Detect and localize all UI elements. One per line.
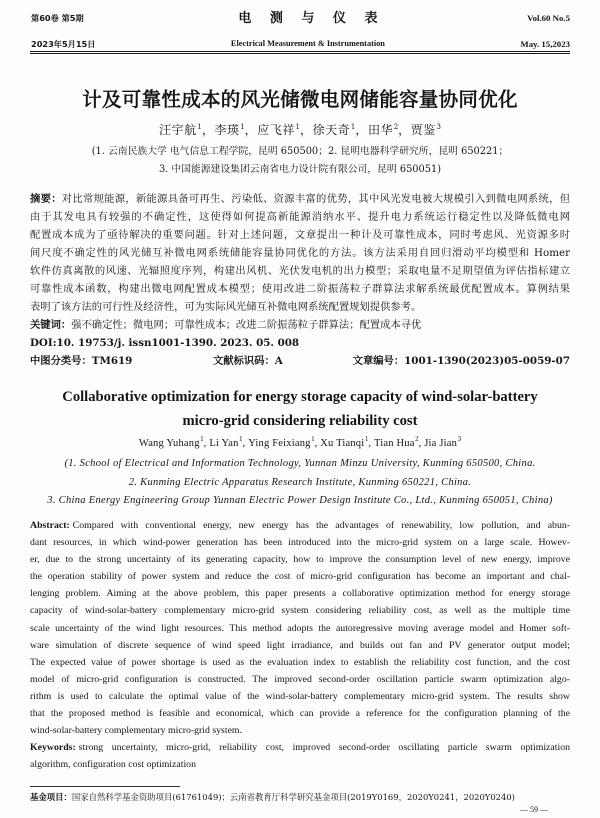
author-separator: , bbox=[418, 438, 425, 449]
affiliation-marker: 2 bbox=[415, 435, 419, 443]
affiliations-cn bbox=[30, 143, 570, 179]
affiliation-marker: 1 bbox=[295, 123, 300, 131]
keywords-en-line bbox=[30, 739, 570, 756]
abstract-en-line: er, due to the strong uncertainty of its generating capacity, how to improve the consumption level of new energy, improve bbox=[30, 554, 570, 566]
abstract-en-line: model of micro-grid configuration is constructed. The improved second-order oscillation particle swarm optimization algo- bbox=[30, 673, 570, 685]
abstract-cn bbox=[30, 190, 570, 370]
abstract-en-line bbox=[30, 517, 570, 534]
affiliation-marker: 1 bbox=[350, 123, 356, 131]
funding-text: 国家自然科学基金资助项目(61761049)；云南省教育厅科学研究基金项目(2019Y0169，2020Y0241，2020Y0240) bbox=[71, 792, 515, 802]
affiliation-line-en: 2. Kunming Electric Apparatus Research Institute, Kunming 650221, China. bbox=[128, 476, 472, 488]
abstract-cn-label: 摘要： bbox=[30, 193, 62, 205]
keywords-cn-text: 强不确定性；微电网；可靠性成本；改进二阶振荡粒子群算法；配置成本寻优 bbox=[71, 319, 422, 331]
abstract-cn-text: 对比常规能源，新能源具备可再生、污染低、资源丰富的优势，其中风光发电被大规模引入到微电网系统，但 bbox=[61, 193, 570, 205]
running-header bbox=[31, 11, 570, 51]
funding-label: 基金项目： bbox=[30, 792, 72, 802]
abstract-en-line: dant resources, in which wind-power generation has been introduced into the micro-grid system on a large scale. Howev- bbox=[30, 537, 570, 549]
author-name: Wang Yuhang bbox=[138, 438, 200, 449]
doi-value: 10. 19753/j. issn1001-1390. 2023. 05. 008 bbox=[56, 337, 300, 349]
author-name: 田华 bbox=[368, 123, 394, 137]
affiliation-line-cn: (1. 云南民族大学 电气信息工程学院，昆明 650500；2. 昆明电器科学研究所，昆明 650221； bbox=[91, 146, 509, 157]
author-name: Ying Feixiang bbox=[248, 438, 311, 449]
abstract-en-line: lenging problem. Aiming at the above problem, this paper presents a collaborative optimization method for energy storage bbox=[30, 588, 570, 600]
abstract-en-line: that the proposed method is feasible and economical, which can provide a reference for the configuration planning of the bbox=[30, 708, 570, 720]
author-separator: , bbox=[314, 438, 321, 449]
author-name: 徐天奇 bbox=[312, 123, 351, 137]
author-separator: ， bbox=[398, 123, 411, 137]
author-name: Jia Jian bbox=[424, 438, 458, 449]
author-separator: ， bbox=[201, 123, 215, 137]
paper-title-cn: 计及可靠性成本的风光储微电网储能容量协同优化 bbox=[82, 88, 518, 111]
document-code-label: 文献标识码： bbox=[213, 355, 275, 367]
keywords-en-line: algorithm, configuration cost optimization bbox=[30, 759, 196, 771]
header-rule bbox=[30, 51, 570, 54]
affiliation-marker: 2 bbox=[393, 123, 399, 131]
abstract-cn-line: 间尺度不确定性的风光储互补微电网系统储能容量协同优化的方法。该方法采用自回归滑动平均模型和 Homer bbox=[30, 247, 570, 259]
affiliation-marker: 1 bbox=[197, 123, 202, 131]
header-issue-info bbox=[31, 11, 95, 51]
abstract-en-line: capacity of wind-solar-battery complementary micro-grid system considering reliability cost, as well as the multiple time bbox=[30, 605, 570, 617]
article-number-label: 文章编号： bbox=[352, 355, 405, 367]
paper-title-en bbox=[30, 385, 570, 433]
title-en-line: Collaborative optimization for energy storage capacity of wind-solar-battery bbox=[62, 389, 538, 405]
title-en-line: micro-grid considering reliability cost bbox=[182, 413, 418, 429]
classification-line bbox=[30, 352, 570, 370]
keywords-en-text: strong uncertainty, micro-grid, reliability cost, improved second-order oscillating particle swarm optimization bbox=[78, 742, 570, 754]
affiliation-marker: 1 bbox=[364, 435, 369, 443]
author-name: 贾鉴 bbox=[410, 123, 436, 137]
affiliations-en bbox=[30, 455, 570, 511]
volume-number-en: Vol.60 No.5 bbox=[527, 13, 570, 23]
keywords-en-label: Keywords: bbox=[30, 742, 76, 754]
abstract-cn-line: 表明了该方法的可行性及经济性，可为实际风光储互补微电网系统配置规划提供参考。 bbox=[30, 301, 422, 313]
author-separator: ， bbox=[244, 123, 258, 137]
document-code-value: A bbox=[274, 355, 283, 367]
author-separator: ， bbox=[300, 123, 313, 137]
header-journal bbox=[231, 11, 385, 51]
header-volume-info-en bbox=[520, 11, 570, 51]
affiliation-marker: 3 bbox=[457, 435, 462, 443]
doi-line bbox=[30, 334, 570, 352]
journal-name-en: Electrical Measurement & Instrumentation bbox=[230, 39, 385, 48]
clc-label: 中图分类号： bbox=[30, 355, 92, 367]
affiliation-line-en: 3. China Energy Engineering Group Yunnan Electric Power Design Institute Co., Ltd., Kunming 650051, China) bbox=[47, 495, 553, 506]
abstract-cn-line: 由于其发电具有较强的不确定性，这使得如何提高新能源消纳水平、提升电力系统运行稳定性以及降低微电网 bbox=[30, 211, 570, 223]
abstract-en-line: ware simulation of discrete sequence of wind speed light irradiance, and builds out fan and PV generator output model; bbox=[30, 639, 570, 651]
footnote-rule bbox=[30, 786, 180, 787]
affiliation-marker: 1 bbox=[311, 435, 315, 443]
clc-number bbox=[30, 352, 213, 370]
publication-date-en: May. 15,2023 bbox=[520, 39, 570, 49]
author-separator: , bbox=[242, 438, 249, 449]
author-name: 应飞祥 bbox=[257, 123, 296, 137]
author-name: 李瑛 bbox=[214, 123, 240, 137]
abstract-cn-line bbox=[30, 190, 570, 208]
affiliation-line-cn: 3. 中国能源建设集团云南省电力设计院有限公司，昆明 650051) bbox=[158, 164, 442, 175]
journal-name-cn: 电 测 与 仪 表 bbox=[238, 11, 385, 26]
affiliation-marker: 1 bbox=[200, 435, 204, 443]
abstract-en-label: Abstract: bbox=[30, 520, 70, 531]
clc-value: TM619 bbox=[91, 355, 133, 367]
author-name: Xu Tianqi bbox=[320, 438, 365, 449]
doi-label: DOI: bbox=[30, 337, 57, 349]
author-list-en bbox=[30, 436, 570, 452]
abstract-en-line: the operation stability of power system and reduce the cost of micro-grid configuration has become an important and chal- bbox=[30, 571, 570, 583]
abstract-en-text: Compared with conventional energy, new energy has the advantages of renewability, low pollution, and abun- bbox=[72, 520, 570, 531]
affiliation-line-en: (1. School of Electrical and Information Technology, Yunnan Minzu University, Kunming 650500, China. bbox=[64, 458, 536, 469]
publication-date-cn: 2023年5月15日 bbox=[31, 39, 96, 49]
abstract-en-line: The expected value of power shortage is used as the evaluation index to establish the reliability cost function, and the cost bbox=[30, 656, 570, 668]
abstract-en-line: rithm is used to calculate the optimal value of the wind-solar-battery complementary micro-grid system. The results show bbox=[30, 690, 570, 702]
author-name: Tian Hua bbox=[374, 438, 415, 449]
affiliation-marker: 1 bbox=[239, 435, 243, 443]
volume-issue: 第60卷 第5期 bbox=[31, 13, 84, 23]
author-list-cn bbox=[30, 121, 570, 139]
article-number bbox=[353, 352, 570, 370]
affiliation-marker: 1 bbox=[240, 123, 245, 131]
author-separator: , bbox=[368, 438, 375, 449]
abstract-en-line: scale uncertainty of the wind light resources. This method adopts the autoregressive moving average model and Homer soft- bbox=[30, 622, 570, 634]
abstract-en bbox=[30, 517, 570, 773]
abstract-cn-line: 配置成本成为了亟待解决的重要问题。针对上述问题，文章提出一种计及可靠性成本，同时考虑风、光资源多时 bbox=[30, 229, 570, 241]
keywords-cn-label: 关键词： bbox=[30, 319, 72, 331]
abstract-cn-line: 可靠性成本函数，构建出微电网配置成本模型；使用改进二阶振荡粒子群算法求解系统最优配置成本。算例结果 bbox=[30, 283, 570, 295]
page-number: — 59 — bbox=[520, 805, 548, 814]
author-separator: ， bbox=[355, 123, 368, 137]
affiliation-marker: 3 bbox=[436, 123, 441, 131]
abstract-cn-line: 软件仿真离散的风速、光辐照度序列，构建出风机、光伏发电机的出力模型；采取电量不足期望值为评估指标建立 bbox=[30, 265, 570, 277]
abstract-en-line: wind-solar-battery complementary micro-grid system. bbox=[30, 725, 243, 737]
document-code bbox=[213, 352, 353, 370]
funding-footnote bbox=[30, 791, 570, 803]
author-name: 汪宇航 bbox=[159, 123, 197, 137]
keywords-cn bbox=[30, 316, 570, 334]
article-number-value: 1001-1390(2023)05-0059-07 bbox=[404, 355, 570, 367]
author-separator: , bbox=[203, 438, 210, 449]
author-name: Li Yan bbox=[209, 438, 239, 449]
